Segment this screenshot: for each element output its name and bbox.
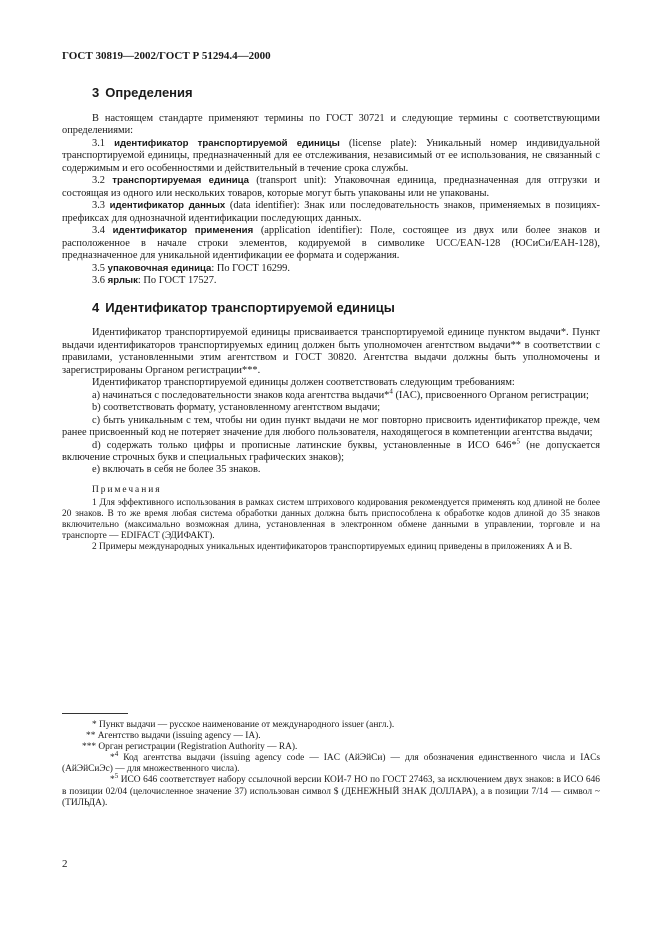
definition-3-6 bbox=[62, 275, 600, 287]
running-header: ГОСТ 30819—2002/ГОСТ Р 51294.4—2000 bbox=[62, 50, 271, 62]
definition-3-2 bbox=[62, 175, 600, 200]
definition-3-3 bbox=[62, 200, 600, 225]
section-4-heading bbox=[92, 300, 600, 316]
defined-term: идентификатор применения bbox=[112, 225, 254, 237]
requirement-text: d) содержать только цифры и прописные латинские буквы, установленные в ИСО 646* bbox=[92, 439, 517, 451]
defined-term: ярлык bbox=[107, 275, 138, 287]
definition-3-5 bbox=[62, 263, 600, 275]
definition-text: (license plate): Уникальный номер индивидуальной транспортируемой единицы, предназначенный для ее отслеживания, независимый от ее использования, не связанный с содержимым и его особенностями и действительный в течение срока службы. bbox=[62, 137, 600, 174]
footnote-text: Орган регистрации (Registration Authority — RA). bbox=[96, 742, 298, 753]
definition-text: (data identifier): Знак или последовательность знаков, применяемых в позициях-префиксах для однозначной идентификации последующих данных. bbox=[62, 200, 600, 224]
definition-number: 3.3 bbox=[92, 200, 105, 212]
note-1: 1 Для эффективного использования в рамках систем штрихового кодирования рекомендуется применять код длиной не более 20 знаков. В то же время любая система обработки данных должна быть приспособлена к обработке кодов длиной до 35 знаков включительно (максимально возможная длина, установленная в электронном обмене данными в управлении, торговле и на транспорте — EDIFACT (ЭДИФАКТ). bbox=[62, 498, 600, 542]
requirement-b: b) соответствовать формату, установленному агентством выдачи; bbox=[92, 402, 381, 414]
section-3-intro: В настоящем стандарте применяют термины по ГОСТ 30721 и следующие термины с соответствующими определениями: bbox=[62, 112, 600, 137]
definition-number: 3.1 bbox=[92, 137, 105, 149]
defined-term: транспортируемая единица bbox=[112, 175, 250, 187]
requirement-text: (не допускается включение строчных букв и специальных графических знаков); bbox=[62, 439, 600, 463]
footnote-1 bbox=[62, 720, 600, 731]
definition-text: : По ГОСТ 17527. bbox=[137, 275, 217, 287]
note-2: 2 Примеры международных уникальных идентификаторов транспортируемых единиц приведены в приложениях А и В. bbox=[92, 542, 573, 553]
footnote-ref: 4 bbox=[114, 750, 119, 759]
definition-number: 3.6 bbox=[92, 275, 105, 287]
defined-term: идентификатор данных bbox=[109, 200, 226, 212]
requirement-c: c) быть уникальным с тем, чтобы ни один пункт выдачи не мог повторно присвоить идентификатор прежде, чем ранее присвоенный код не потеряет значение для любого пользователя, находящегося в компетенции агентства выдачи; bbox=[62, 414, 600, 439]
footnote-ref: 5 bbox=[114, 772, 119, 781]
footnote-text: Агентство выдачи (issuing agency — IA). bbox=[95, 731, 261, 742]
footnote-ref: 5 bbox=[516, 437, 521, 446]
footnote-mark: * bbox=[110, 753, 115, 764]
footnote-2 bbox=[62, 731, 600, 742]
section-4-paragraph-1: Идентификатор транспортируемой единицы присваивается транспортируемой единице пунктом выдачи*. Пункт выдачи идентификаторов транспортируемых единиц должен быть уполномочен агентством выдачи** в соответствии с правилами, установленными этим агентством и ГОСТ 30820. Агентства выдачи должны быть уполномочены и зарегистрированы Органом регистрации***. bbox=[62, 327, 600, 376]
definition-text: (transport unit): Упаковочная единица, предназначенная для отгрузки и состоящая из одного или нескольких товаров, которые могут быть упакованы или не упакованы. bbox=[62, 175, 600, 199]
footnote-3 bbox=[62, 742, 600, 753]
section-4-paragraph-2: Идентификатор транспортируемой единицы должен соответствовать следующим требованиям: bbox=[92, 377, 515, 389]
footnote-mark: * bbox=[110, 775, 115, 786]
footnote-divider bbox=[62, 713, 128, 714]
section-number: 3 bbox=[92, 85, 100, 101]
requirement-text: а) начинаться с последовательности знаков кода агентства выдачи* bbox=[92, 389, 390, 401]
section-3-heading bbox=[92, 85, 600, 101]
requirement-text: (IAC), присвоенного Органом регистрации; bbox=[392, 389, 589, 401]
footnote-text: Пункт выдачи — русское наименование от международного issuer (англ.). bbox=[96, 720, 395, 730]
document-page bbox=[62, 50, 600, 554]
footnote-text: ИСО 646 соответствует набору ссылочной версии КОИ-7 НО по ГОСТ 27463, за исключением двух знаков: в ИСО 646 в позиции 02/04 (целочисленное значение 37) использован символ $ (ДЕНЕЖНЫЙ ЗНАК ДОЛЛАРА), а в позиции 7/14 — символ ~ (ТИЛЬДА). bbox=[62, 775, 600, 808]
footnote-ref: 4 bbox=[389, 387, 393, 396]
footnote-4 bbox=[62, 750, 600, 775]
notes-title: Примечания bbox=[92, 484, 162, 495]
footnote-text: Код агентства выдачи (issuing agency code — IAC (АйЭйСи) — для обозначения единственного числа и IACs (АйЭйСиЭс) — для множественного числа). bbox=[62, 753, 600, 775]
footnote-mark: ** bbox=[86, 731, 96, 742]
requirement-d bbox=[62, 437, 600, 465]
definition-number: 3.5 bbox=[92, 262, 105, 274]
footnote-mark: *** bbox=[82, 742, 97, 753]
footnote-5 bbox=[62, 772, 600, 808]
notes-block bbox=[62, 485, 600, 554]
defined-term: упаковочная единица bbox=[107, 262, 212, 274]
requirement-a bbox=[62, 387, 600, 402]
page-number: 2 bbox=[62, 858, 68, 870]
definition-3-4 bbox=[62, 225, 600, 262]
defined-term: идентификатор транспортируемой единицы bbox=[114, 137, 340, 149]
section-title: Определения bbox=[105, 85, 193, 101]
footnote-mark: * bbox=[92, 720, 97, 730]
definition-text: (application identifier): Поле, состоящее из двух или более знаков и расположенное в начале строки элементов, кодируемой в символике UCC/EAN-128 (ЮСиСи/ЕАН-128), предназначенное для уникальной идентификации ее формата и содержания. bbox=[62, 225, 600, 262]
footnotes bbox=[62, 713, 600, 809]
definition-number: 3.2 bbox=[92, 175, 105, 187]
section-title: Идентификатор транспортируемой единицы bbox=[105, 299, 395, 315]
definition-3-1 bbox=[62, 138, 600, 175]
requirement-e: e) включать в себя не более 35 знаков. bbox=[92, 464, 261, 476]
section-number: 4 bbox=[92, 299, 100, 315]
definition-text: : По ГОСТ 16299. bbox=[211, 262, 290, 274]
definition-number: 3.4 bbox=[92, 225, 105, 237]
